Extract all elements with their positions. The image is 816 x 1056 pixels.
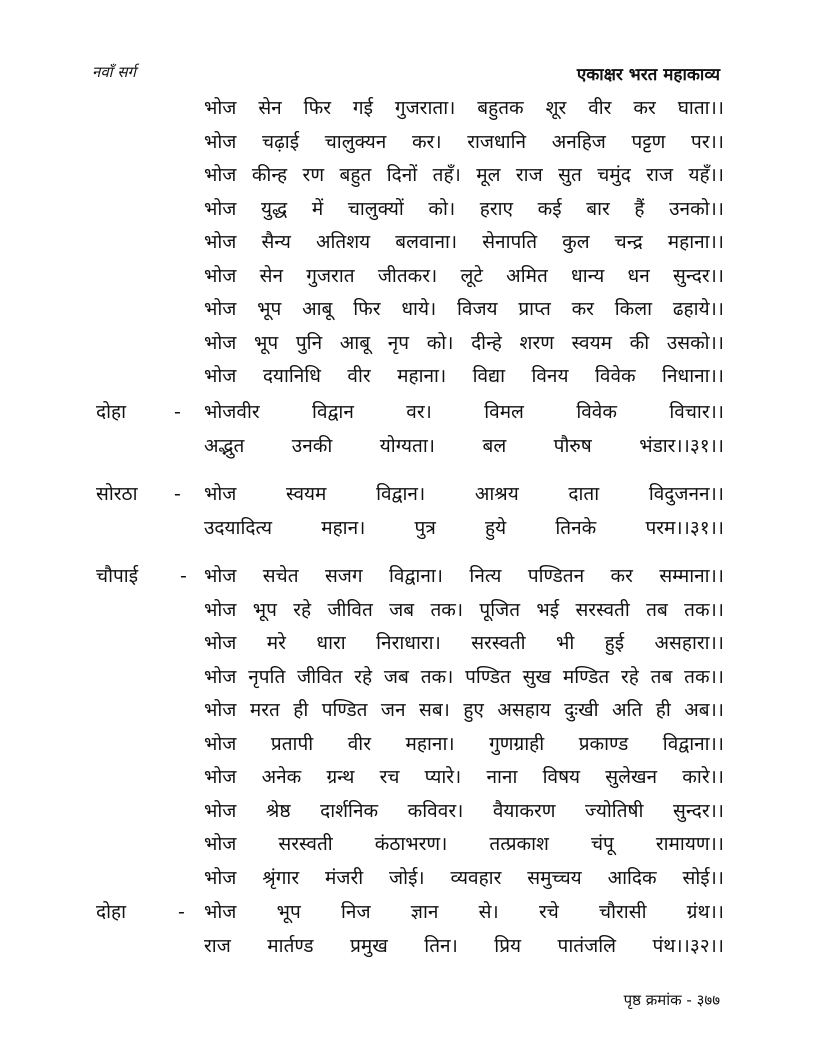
- soratha-block: [96, 478, 726, 545]
- doha-block-1: [96, 396, 726, 463]
- verse-line: भोज मरे धारा निराधारा। सरस्वती भी हुई असहारा।।: [204, 632, 724, 654]
- label-dash: -: [178, 901, 185, 923]
- verse-line: भोज श्रेष्ठ दार्शनिक कविवर। वैयाकरण ज्योतिषी सुन्दर।।: [204, 799, 724, 822]
- doha-block-2: [96, 896, 726, 963]
- chapter-heading: नवाँ सर्ग: [92, 63, 136, 81]
- page-number: पृष्ठ क्रमांक - ३७७: [623, 991, 720, 1009]
- verse-line: दोहा - भोज भूप निज ज्ञान से। रचे चौरासी ग्रंथ।।: [96, 896, 726, 930]
- verse-line: भोज श्रृंगार मंजरी जोई। व्यवहार समुच्चय आदिक सोई।।: [204, 866, 724, 889]
- verse-line: भोज चढ़ाई चालुक्यन कर। राजधानि अनहिज पट्टण पर।।: [204, 130, 724, 153]
- verse-line: भोज अनेक ग्रन्थ रच प्यारे। नाना विषय सुलेखन कारे।।: [204, 766, 724, 788]
- verse-type-label: दोहा: [96, 901, 127, 923]
- verse-line: दोहा - भोजवीर विद्वान वर। विमल विवेक विचार।।: [96, 396, 726, 430]
- verse-line: भोज सेन गुजरात जीतकर। लूटे अमित धान्य धन सुन्दर।।: [204, 264, 724, 287]
- label-dash: -: [174, 483, 181, 505]
- verse-line: भोज सैन्य अतिशय बलवाना। सेनापति कुल चन्द्र महाना।।: [204, 231, 724, 253]
- verse-line: भोज भूप आबू फिर धाये। विजय प्राप्त कर किला ढहाये।।: [204, 298, 724, 320]
- verse-type-label: चौपाई: [96, 565, 139, 587]
- label-dash: -: [174, 401, 181, 423]
- verse-line: उदयादित्य महान। पुत्र हुये तिनके परम।।३१।।: [204, 516, 724, 539]
- verse-line: भोज युद्ध में चालुक्यों को। हराए कई बार हैं उनको।।: [204, 197, 724, 220]
- verse-line: भोज नृपति जीवित रहे जब तक। पण्डित सुख मण्डित रहे तब तक।।: [204, 665, 724, 688]
- label-dash: -: [180, 565, 187, 587]
- verse-line: भोज कीन्ह रण बहुत दिनों तहँ। मूल राज सुत चमुंद राज यहँ।।: [204, 164, 724, 186]
- verse-line: भोज भूप पुनि आबू नृप को। दीन्हे शरण स्वयम की उसको।।: [204, 331, 724, 354]
- verse-type-label: सोरठा: [96, 483, 138, 505]
- verse-line: अद्भुत उनकी योग्यता। बल पौरुष भंडार।।३१।।: [204, 434, 724, 457]
- verse-line: भोज दयानिधि वीर महाना। विद्या विनय विवेक निधाना।।: [204, 365, 724, 387]
- verse-line: सोरठा - भोज स्वयम विद्वान। आश्रय दाता विदुजनन।।: [96, 478, 726, 512]
- verse-line: भोज प्रतापी वीर महाना। गुणग्राही प्रकाण्ड विद्वाना।।: [204, 732, 724, 755]
- chaupai-block: [96, 560, 726, 895]
- verse-line: चौपाई - भोज सचेत सजग विद्वाना। नित्य पण्डितन कर सम्माना।।: [96, 560, 726, 594]
- verse-line: भोज भूप रहे जीवित जब तक। पूजित भई सरस्वती तब तक।।: [204, 598, 724, 621]
- verse-line: भोज सरस्वती कंठाभरण। तत्प्रकाश चंपू रामायण।।: [204, 833, 724, 855]
- verse-type-label: दोहा: [96, 401, 127, 423]
- verse-line: भोज मरत ही पण्डित जन सब। हुए असहाय दुःखी अति ही अब।।: [204, 699, 724, 721]
- verse-line: भोज सेन फिर गई गुजराता। बहुतक शूर वीर कर घाता।।: [204, 97, 724, 119]
- verse-line: राज मार्तण्ड प्रमुख तिन। प्रिय पातंजलि पंथ।।३२।।: [204, 934, 724, 957]
- book-title: एकाक्षर भरत महाकाव्य: [576, 65, 720, 85]
- verse-block-1: [96, 92, 726, 394]
